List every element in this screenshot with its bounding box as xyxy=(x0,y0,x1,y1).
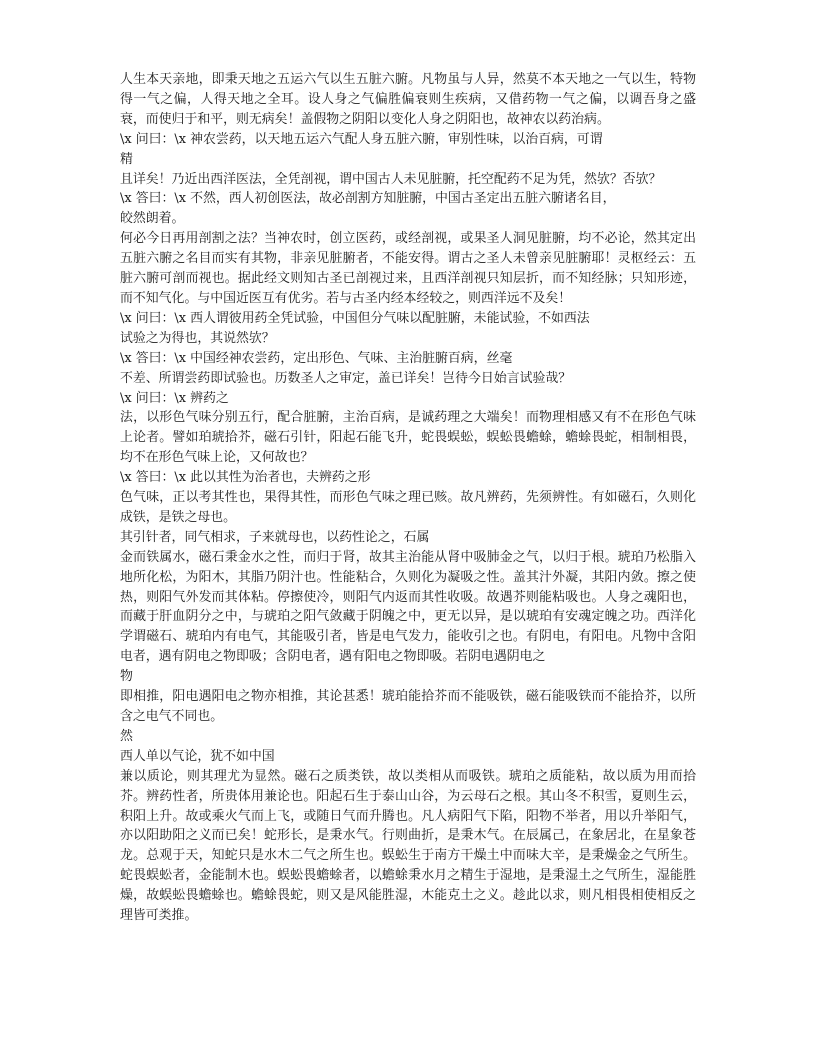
paragraph: 且详矣！乃近出西洋医法，全凭剖视，谓中国古人未见脏腑，托空配药不足为凭，然欤？否欤？ xyxy=(120,171,662,187)
paragraph: 色气味，正以考其性也，果得其性，而形色气味之理已赅。故凡辨药，先须辨性。有如磁石，久则化成铁，是铁之母也。 xyxy=(120,490,696,525)
paragraph: 法，以形色气味分别五行，配合脏腑，主治百病，是诚药理之大端矣！而物理相感又有不在形色气味上论者。譬如珀琥拾芥，磁石引针，阳起石能飞升，蛇畏蜈蚣，蜈蚣畏蟾蜍，蟾蜍畏蛇，相制相畏，均不在形色气味上论，又何故也？ xyxy=(120,410,696,466)
document-page xyxy=(120,70,696,926)
paragraph: 物 xyxy=(120,669,133,685)
paragraph: \x 问曰：\x 西人谓彼用药全凭试验，中国但分气味以配脏腑，未能试验，不如西法 xyxy=(120,310,590,326)
paragraph: 即相推，阳电遇阳电之物亦相推，其论甚悉！琥珀能拾芥而不能吸铁，磁石能吸铁而不能拾芥，以所含之电气不同也。 xyxy=(120,689,696,724)
paragraph: 皎然朗着。 xyxy=(120,211,185,227)
paragraph: \x 答曰：\x 此以其性为治者也，夫辨药之形 xyxy=(120,470,371,486)
paragraph: \x 问曰：\x 辨药之 xyxy=(120,390,229,406)
paragraph: \x 答曰：\x 中国经神农尝药，定出形色、气味、主治脏腑百病，丝毫 xyxy=(120,350,513,366)
paragraph: \x 问曰：\x 神农尝药，以天地五运六气配人身五脏六腑，审别性味，以治百病，可谓 xyxy=(120,131,603,147)
paragraph: 其引针者，同气相求，子来就母也，以药性论之，石属 xyxy=(120,529,430,545)
paragraph: \x 答曰：\x 不然，西人初创医法，故必剖割方知脏腑，中国古圣定出五脏六腑诸名目， xyxy=(120,191,616,207)
paragraph: 西人单以气论，犹不如中国 xyxy=(120,748,275,764)
paragraph: 金而铁属水，磁石秉金水之性，而归于肾，故其主治能从肾中吸肺金之气，以归于根。琥珀乃松脂入地所化松，为阳木，其脂乃阴汁也。性能粘合，久则化为凝吸之性。盖其汁外凝，其阳内敛。擦之使热，则阳气外发而其体粘。停擦使冷，则阳气内返而其性收吸。故遇芥则能粘吸也。人身之魂阳也，而藏于肝血阴分之中，与琥珀之阳气敛藏于阴魄之中，更无以异，是以琥珀有安魂定魄之功。西洋化学谓磁石、琥珀内有电气，其能吸引者，皆是电气发力，能收引之也。有阴电，有阳电。凡物中含阳电者，遇有阴电之物即吸；含阴电者，遇有阳电之物即吸。若阴电遇阴电之 xyxy=(120,549,696,665)
paragraph: 试验之为得也，其说然欤？ xyxy=(120,330,275,346)
paragraph: 精 xyxy=(120,151,133,167)
paragraph: 兼以质论，则其理尤为显然。磁石之质类铁，故以类相从而吸铁。琥珀之质能粘，故以质为用而拾芥。辨药性者，所贵体用兼论也。阳起石生于泰山山谷，为云母石之根。其山冬不积雪，夏则生云，积阳上升。故或乘火气而上飞，或随日气而升腾也。凡人病阳气下陷，阳物不举者，用以升举阳气，亦以阳助阳之义而已矣！蛇形长，是秉水气。行则曲折，是秉木气。在辰属己，在象居北，在星象苍龙。总观于天，知蛇只是水木二气之所生也。蜈蚣生于南方干燥土中而味大辛，是秉燥金之气所生。蛇畏蜈蚣者，金能制木也。蜈蚣畏蟾蜍者，以蟾蜍秉水月之精生于湿地，是秉湿土之气所生，湿能胜燥，故蜈蚣畏蟾蜍也。蟾蜍畏蛇，则又是风能胜湿，木能克土之义。趁此以求，则凡相畏相使相反之理皆可类推。 xyxy=(120,768,696,924)
paragraph: 人生本天亲地，即秉天地之五运六气以生五脏六腑。凡物虽与人异，然莫不本天地之一气以生，特物得一气之偏，人得天地之全耳。设人身之气偏胜偏衰则生疾病，又借药物一气之偏，以调吾身之盛衰，而使归于和平，则无病矣！盖假物之阴阳以变化人身之阴阳也，故神农以药治病。 xyxy=(120,72,696,127)
paragraph: 不差、所谓尝药即试验也。历数圣人之审定，盖已详矣！岂待今日始言试验哉？ xyxy=(120,370,572,386)
paragraph: 何必今日再用剖割之法？当神农时，创立医药，或经剖视，或果圣人洞见脏腑，均不必论，然其定出五脏六腑之名目而实有其物，非亲见脏腑者，不能安得。谓古之圣人未曾亲见脏腑耶！灵枢经云：五脏六腑可剖而视也。据此经文则知古圣已剖视过来，且西洋剖视只知层折，而不知经脉；只知形迹，而不知气化。与中国近医互有优劣。若与古圣内经本经较之，则西洋远不及矣！ xyxy=(120,231,696,306)
paragraph: 然 xyxy=(120,728,133,744)
